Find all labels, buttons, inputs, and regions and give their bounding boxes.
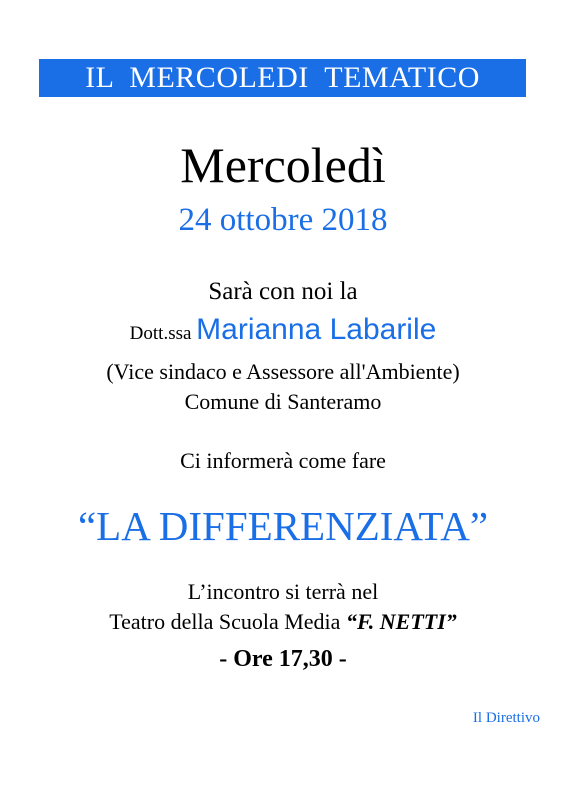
topic-subject: “LA DIFFERENZIATA” — [77, 503, 489, 549]
signature: Il Direttivo — [472, 710, 540, 726]
speaker-name: Marianna Labarile — [196, 313, 437, 346]
event-date: 24 ottobre 2018 — [178, 202, 388, 238]
topic-intro: Ci informerà come fare — [180, 448, 386, 473]
speaker-intro: Sarà con noi la — [208, 278, 358, 305]
speaker-title: Dott.ssa — [129, 323, 197, 344]
speaker-role: (Vice sindaco e Assessore all'Ambiente) — [106, 359, 460, 384]
event-series-banner: IL MERCOLEDI TEMATICO — [39, 59, 526, 97]
venue-name: “F. NETTI” — [345, 609, 457, 634]
speaker-line — [0, 310, 566, 359]
venue-line — [0, 608, 566, 636]
event-day: Mercoledì — [180, 137, 386, 193]
event-time: - Ore 17,30 - — [219, 646, 347, 672]
location-intro: L’incontro si terrà nel — [187, 579, 379, 604]
venue-prefix: Teatro della Scuola Media — [109, 609, 346, 634]
speaker-comune: Comune di Santeramo — [184, 389, 382, 414]
